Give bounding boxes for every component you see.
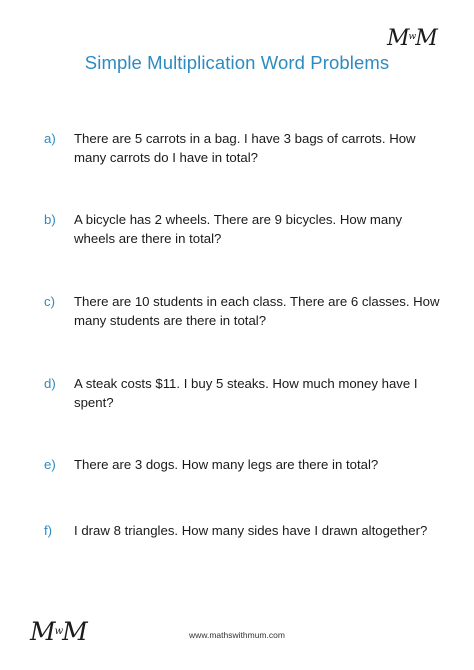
question-text: A bicycle has 2 wheels. There are 9 bicycles. How many wheels are there in total?	[74, 212, 403, 246]
question-letter: e)	[44, 457, 56, 472]
question-b	[44, 210, 444, 248]
question-letter: f)	[44, 523, 53, 538]
footer-url[interactable]: www.mathswithmum.com	[189, 630, 285, 640]
question-text: There are 10 students in each class. There are 6 classes. How many students are there in total?	[74, 294, 440, 328]
question-c	[44, 292, 444, 330]
logo-bottom: $M^wM$	[30, 617, 88, 646]
logo-top: $M^wM$	[387, 26, 438, 51]
question-d	[44, 374, 444, 412]
question-f	[44, 521, 444, 540]
question-letter: b)	[44, 212, 56, 227]
question-letter: d)	[44, 376, 56, 391]
question-text: There are 5 carrots in a bag. I have 3 bags of carrots. How many carrots do I have in total?	[74, 131, 416, 165]
worksheet-title: Simple Multiplication Word Problems	[84, 52, 390, 73]
question-text: A steak costs $11. I buy 5 steaks. How much money have I spent?	[74, 376, 418, 410]
question-text: There are 3 dogs. How many legs are there in total?	[74, 457, 379, 472]
question-letter: a)	[44, 131, 56, 146]
question-a	[44, 129, 444, 167]
question-e	[44, 455, 444, 474]
question-letter: c)	[44, 294, 55, 309]
question-text: I draw 8 triangles. How many sides have I drawn altogether?	[74, 523, 428, 538]
